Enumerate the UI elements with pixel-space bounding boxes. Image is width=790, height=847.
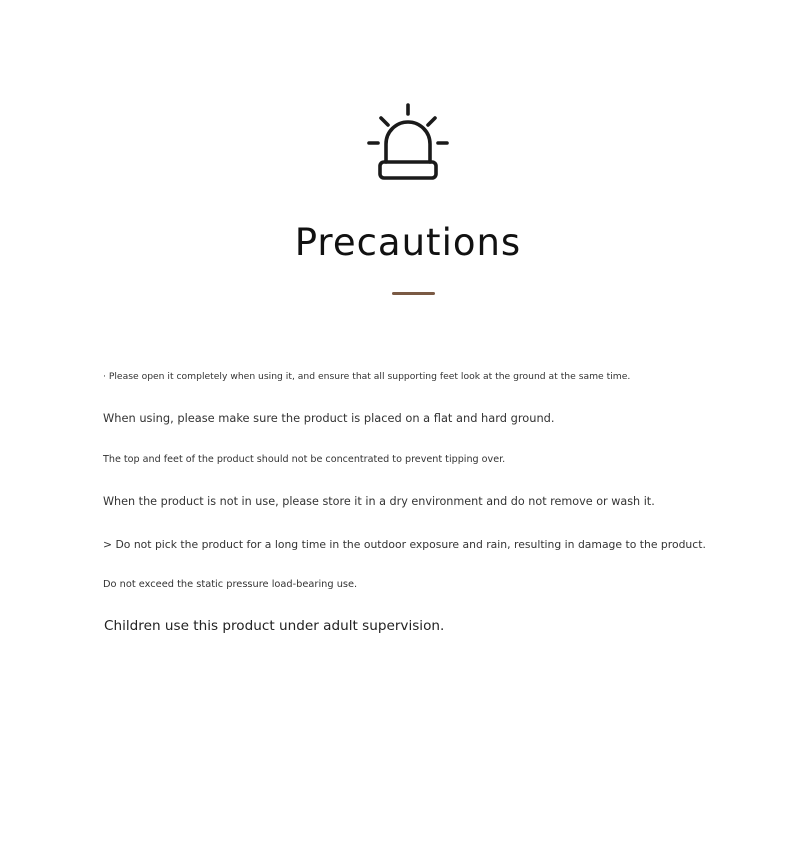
precaution-item: When using, please make sure the product is placed on a flat and hard ground. [103,411,555,425]
title-divider [392,292,435,295]
precaution-item: Do not exceed the static pressure load-bearing use. [103,579,358,590]
precaution-item: The top and feet of the product should not be concentrated to prevent tipping over. [103,454,506,465]
alarm-siren-icon [366,102,450,182]
precaution-item: > Do not pick the product for a long time in the outdoor exposure and rain, resulting in damage to the product. [103,538,706,551]
page-title: Precautions [294,221,522,264]
precaution-item: · Please open it completely when using it, and ensure that all supporting feet look at the ground at the same time. [103,371,631,382]
precaution-item: Children use this product under adult supervision. [104,618,445,634]
precaution-item: When the product is not in use, please store it in a dry environment and do not remove or wash it. [103,495,655,508]
